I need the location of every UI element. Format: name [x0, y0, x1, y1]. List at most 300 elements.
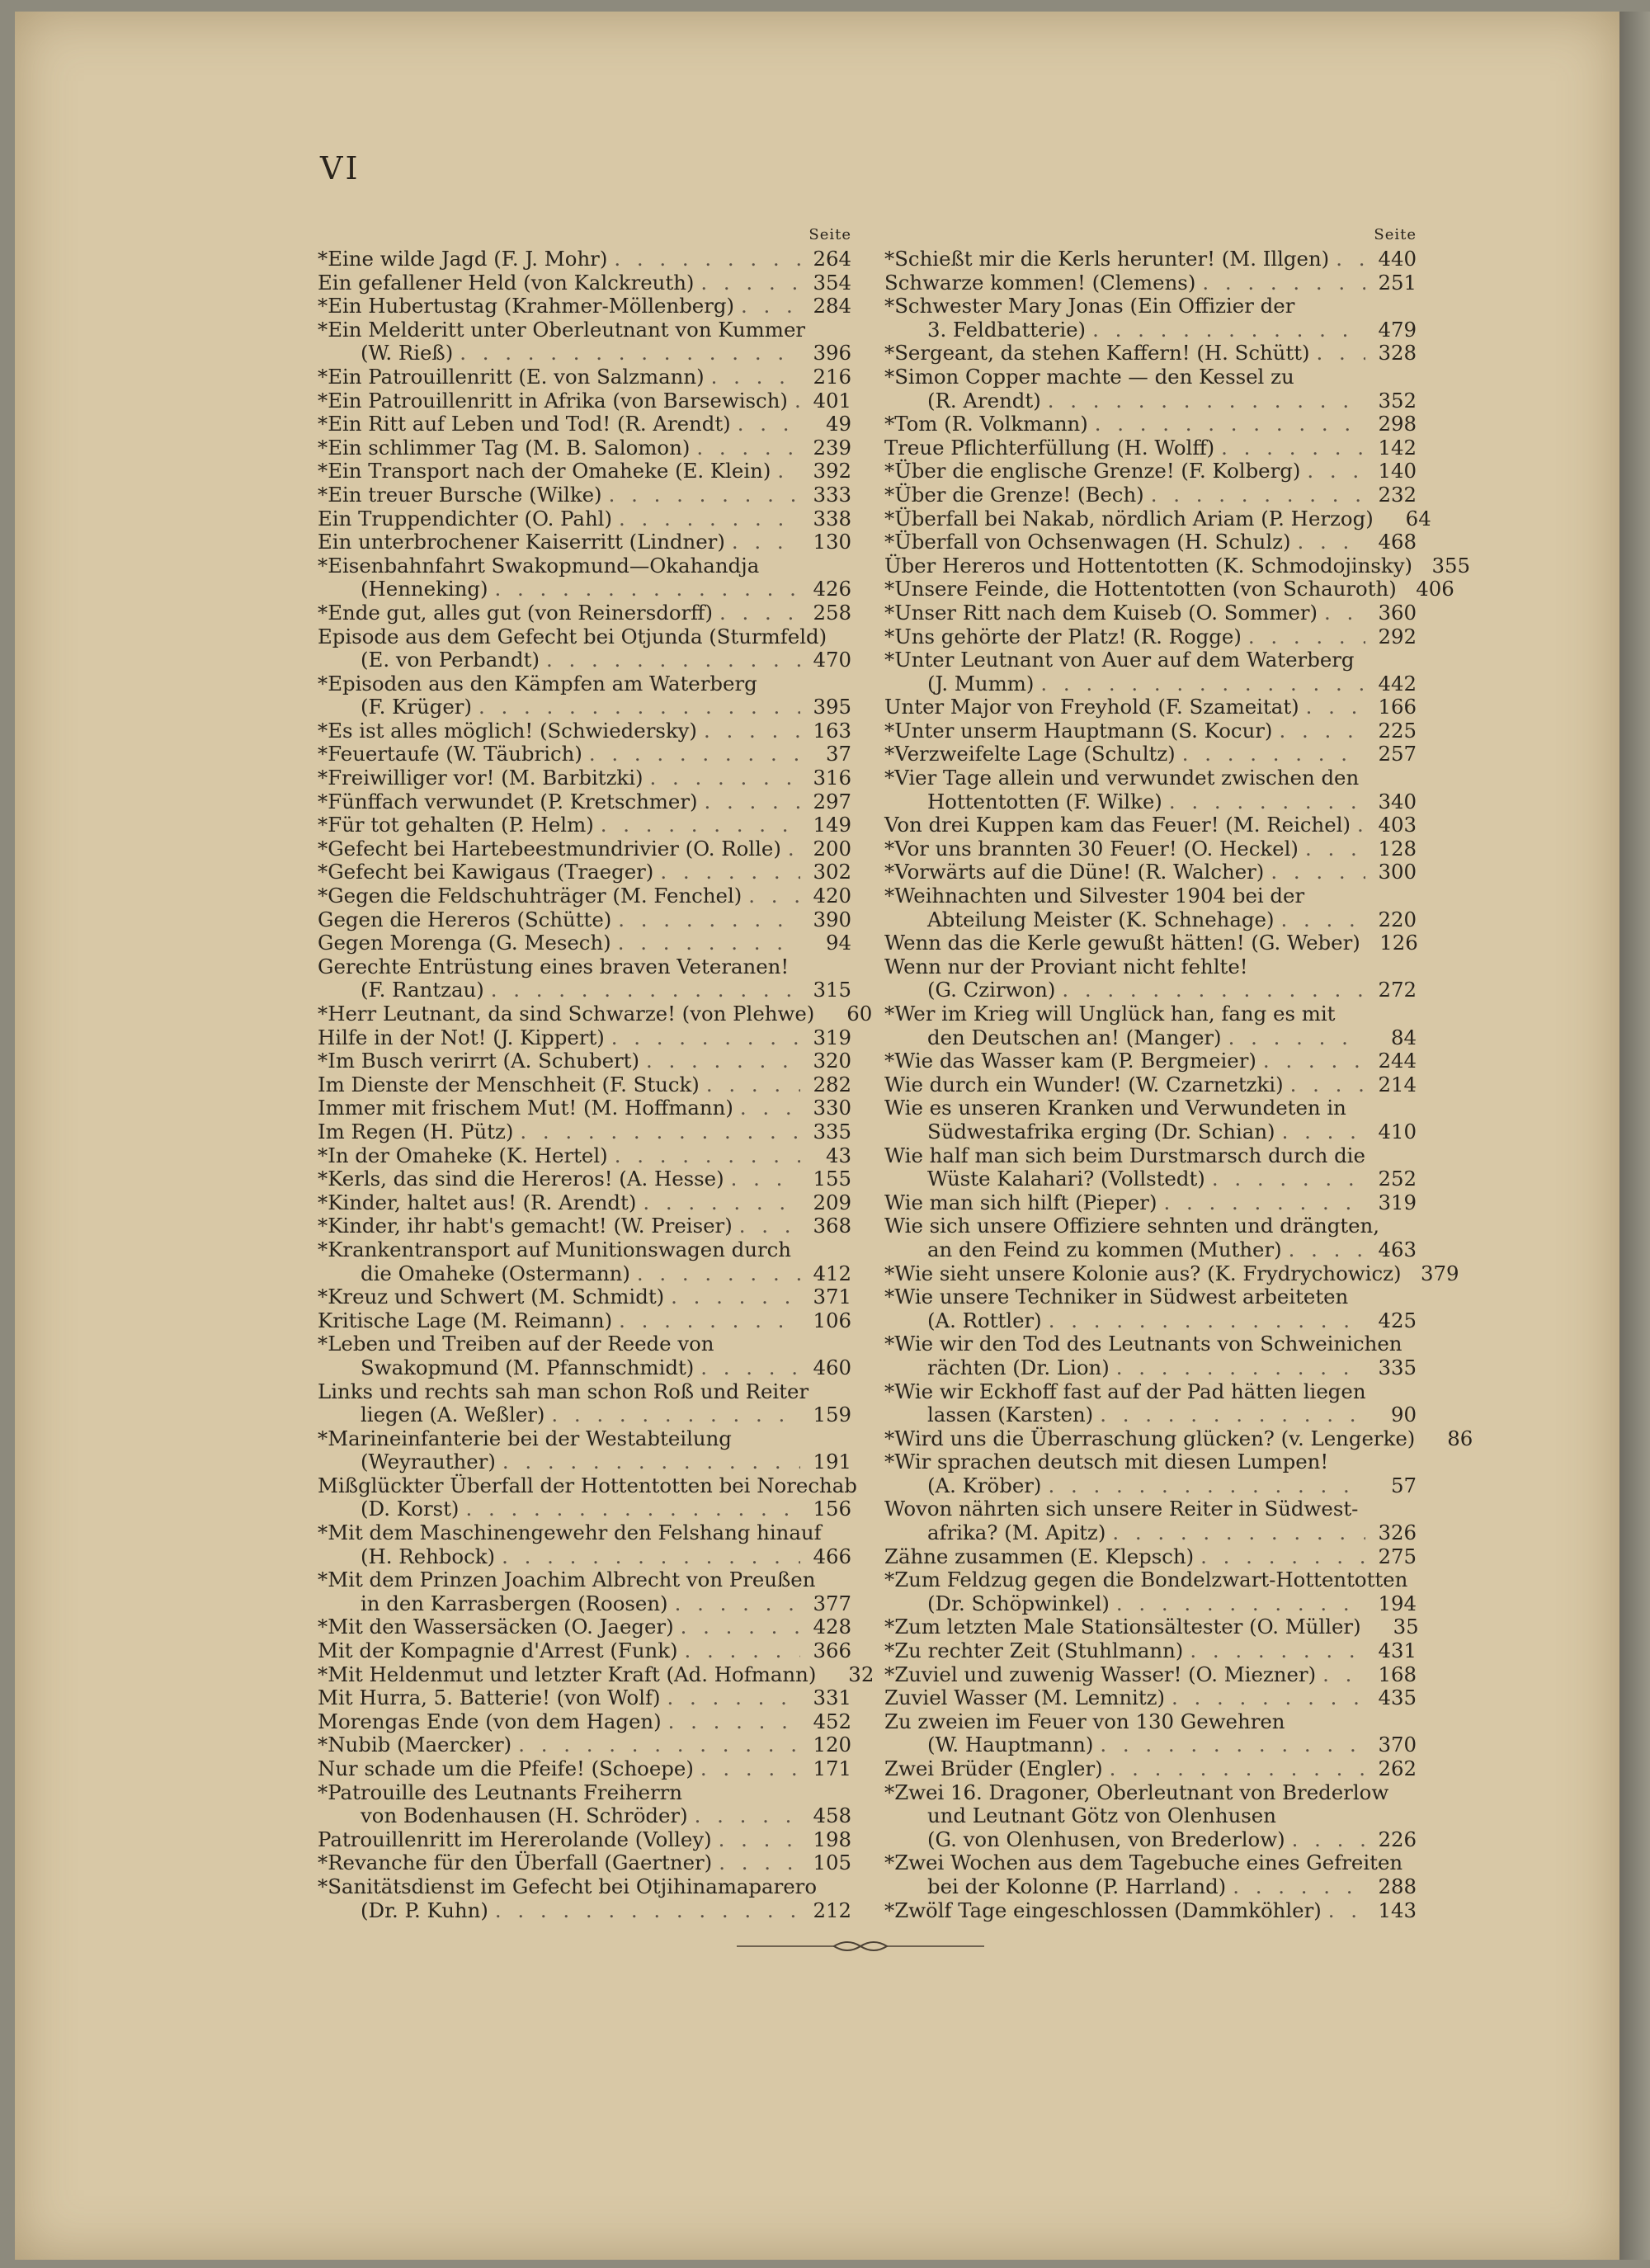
entry-page-number: 198: [813, 1827, 851, 1851]
toc-entry: [884, 1049, 1417, 1073]
entry-title: *Eine wilde Jagd (F. J. Mohr): [318, 247, 608, 271]
entry-page-number: 410: [1378, 1119, 1417, 1143]
toc-entry: [884, 813, 1417, 837]
entry-title: *Wie das Wasser kam (P. Bergmeier): [884, 1049, 1256, 1073]
leader-dots: [1317, 342, 1365, 365]
toc-entry: [884, 271, 1417, 295]
entry-title: (Henneking): [361, 577, 488, 601]
entry-title: *In der Omaheke (K. Hertel): [318, 1143, 608, 1167]
entry-page-number: 216: [813, 364, 851, 389]
leader-dots: [460, 342, 800, 365]
toc-entry: [318, 1049, 851, 1073]
entry-page-number: 379: [1420, 1261, 1459, 1285]
entry-title: Zuviel Wasser (M. Lemnitz): [884, 1686, 1166, 1710]
toc-entry: [884, 1096, 1417, 1143]
toc-entry: [884, 436, 1417, 460]
entry-title: *Schießt mir die Kerls herunter! (M. Illgen): [884, 247, 1330, 271]
toc-entry: [884, 1899, 1417, 1923]
entry-title: den Deutschen an! (Manger): [927, 1025, 1222, 1049]
entry-page-number: 302: [813, 860, 851, 884]
toc-entry: [884, 837, 1417, 861]
leader-dots: [1357, 813, 1365, 837]
toc-entry: [318, 507, 851, 531]
leader-dots: [696, 436, 800, 460]
entry-title: (R. Arendt): [927, 388, 1041, 413]
entry-page-number: 326: [1378, 1521, 1417, 1545]
leader-dots: [1322, 1663, 1365, 1687]
entry-title: (A. Kröber): [927, 1473, 1042, 1497]
toc-entry: [318, 1191, 851, 1215]
leader-dots: [643, 1191, 800, 1215]
entry-title: Immer mit frischem Mut! (M. Hoffmann): [318, 1096, 733, 1120]
toc-entry: [318, 1828, 851, 1852]
entry-title: *Ein Melderitt unter Oberleutnant von Kummer: [318, 317, 806, 342]
leader-dots: [1228, 1026, 1365, 1050]
entry-page-number: 392: [813, 459, 851, 483]
toc-entry: [318, 413, 851, 436]
leader-dots: [700, 1356, 800, 1380]
entry-title: *Überfall von Ochsenwagen (H. Schulz): [884, 530, 1291, 554]
leader-dots: [1290, 1073, 1365, 1097]
entry-title: *Zwei Wochen aus dem Tagebuche eines Gefreiten: [884, 1851, 1403, 1875]
entry-title: Über Hereros und Hottentotten (K. Schmodojinsky): [884, 553, 1412, 578]
toc-entry: [318, 837, 851, 861]
entry-title: *Leben und Treiben auf der Reede von: [318, 1332, 714, 1356]
toc-entry: [318, 1781, 851, 1828]
leader-dots: [1092, 318, 1365, 342]
entry-page-number: 220: [1378, 907, 1417, 931]
entry-page-number: 319: [813, 1025, 851, 1049]
leader-dots: [671, 1285, 800, 1309]
leader-dots: [611, 1026, 800, 1050]
entry-title: (F. Krüger): [361, 695, 472, 719]
entry-page-number: 43: [825, 1143, 851, 1167]
entry-title: *Überfall bei Nakab, nördlich Ariam (P. Herzog): [884, 506, 1374, 530]
leader-dots: [1270, 861, 1365, 884]
entry-page-number: 328: [1378, 341, 1417, 365]
entry-page-number: 458: [813, 1804, 851, 1828]
entry-title: *Im Busch verirrt (A. Schubert): [318, 1049, 639, 1073]
entry-title: Mißglückter Überfall der Hottentotten bei Norechab: [318, 1473, 857, 1497]
leader-dots: [1233, 1875, 1365, 1899]
leader-dots: [695, 1804, 800, 1828]
seite-header: Seite: [808, 226, 851, 243]
leader-dots: [668, 1710, 800, 1734]
toc-entry: [884, 1545, 1417, 1569]
toc-entry: [884, 413, 1417, 436]
entry-title: *Wie wir den Tod des Leutnants von Schweinichen: [884, 1332, 1402, 1356]
toc-entry: [318, 295, 851, 318]
toc-entry: [318, 530, 851, 554]
entry-page-number: 128: [1378, 836, 1417, 861]
entry-title: *Gefecht bei Kawigaus (Traeger): [318, 860, 654, 884]
entry-title: Wie man sich hilft (Pieper): [884, 1190, 1157, 1214]
leader-dots: [618, 908, 800, 932]
toc-entry: [884, 648, 1417, 695]
toc-entry: [884, 1380, 1417, 1427]
leader-dots: [748, 884, 800, 908]
toc-entry: [318, 1309, 851, 1333]
entry-title: Südwestafrika erging (Dr. Schian): [927, 1119, 1275, 1143]
entry-page-number: 212: [813, 1898, 851, 1922]
entry-title: Gegen die Hereros (Schütte): [318, 907, 612, 931]
entry-page-number: 360: [1378, 600, 1417, 625]
toc-entry: [884, 625, 1417, 649]
entry-title: *Zum letzten Male Stationsältester (O. Müller): [884, 1615, 1361, 1639]
entry-title: Gegen Morenga (G. Mesech): [318, 931, 611, 955]
entry-title: *Feuertaufe (W. Täubrich): [318, 742, 582, 766]
entry-title: Im Regen (H. Pütz): [318, 1119, 514, 1143]
entry-page-number: 251: [1378, 270, 1417, 295]
leader-dots: [711, 365, 800, 389]
toc-entry: [884, 1144, 1417, 1191]
entry-title: *Gefecht bei Hartebeestmundrivier (O. Rolle): [318, 836, 781, 861]
toc-entry: [884, 1851, 1417, 1898]
toc-entry: [318, 1214, 851, 1238]
leader-dots: [1095, 413, 1365, 436]
entry-page-number: 37: [825, 742, 851, 766]
toc-entry: [318, 1615, 851, 1639]
entry-title: *Kreuz und Schwert (M. Schmidt): [318, 1285, 665, 1309]
page-number: VI: [320, 150, 361, 186]
entry-title: Schwarze kommen! (Clemens): [884, 270, 1196, 295]
toc-entry: [318, 1875, 851, 1922]
toc-entry: [884, 601, 1417, 625]
toc-entry: [318, 1733, 851, 1757]
leader-dots: [1112, 1521, 1365, 1545]
leader-dots: [614, 248, 800, 271]
leader-dots: [491, 978, 800, 1002]
leader-dots: [1263, 1049, 1365, 1073]
entry-title: *Mit Heldenmut und letzter Kraft (Ad. Hofmann): [318, 1662, 817, 1686]
entry-title: *Wir sprachen deutsch mit diesen Lumpen!: [884, 1450, 1329, 1474]
entry-page-number: 315: [813, 978, 851, 1002]
leader-dots: [1169, 790, 1365, 814]
entry-page-number: 396: [813, 341, 851, 365]
entry-title: *Gegen die Feldschuhträger (M. Fenchel): [318, 884, 742, 908]
entry-page-number: 140: [1378, 459, 1417, 483]
entry-title: *Tom (R. Volkmann): [884, 412, 1088, 436]
entry-title: *Unser Ritt nach dem Kuiseb (O. Sommer): [884, 600, 1318, 625]
toc-entry: [884, 460, 1417, 483]
toc-entry: [884, 1757, 1417, 1781]
leader-dots: [667, 1686, 800, 1710]
toc-entry: [318, 1710, 851, 1734]
toc-entry: [884, 1002, 1417, 1049]
toc-entry: [884, 483, 1417, 507]
toc-entry: [884, 861, 1417, 884]
leader-dots: [1292, 1828, 1365, 1852]
entry-title: *Ein Transport nach der Omaheke (E. Klein): [318, 459, 771, 483]
leader-dots: [601, 813, 800, 837]
entry-page-number: 355: [1431, 553, 1470, 578]
entry-title: *Schwester Mary Jonas (Ein Offizier der: [884, 294, 1295, 318]
leader-dots: [502, 1450, 800, 1474]
entry-title: *Zwölf Tage eingeschlossen (Dammköhler): [884, 1898, 1322, 1922]
entry-page-number: 239: [813, 435, 851, 460]
leader-dots: [1172, 1686, 1365, 1710]
toc-entry: [884, 1332, 1417, 1379]
toc-entry: [318, 1662, 874, 1687]
entry-title: Unter Major von Freyhold (F. Szameitat): [884, 695, 1299, 719]
leader-dots: [660, 861, 800, 884]
entry-title: Gerechte Entrüstung eines braven Veteranen!: [318, 954, 790, 978]
entry-page-number: 395: [813, 695, 851, 719]
entry-page-number: 214: [1378, 1072, 1417, 1096]
entry-page-number: 244: [1378, 1049, 1417, 1073]
entry-title: Hilfe in der Not! (J. Kippert): [318, 1025, 605, 1049]
entry-title: *Wie sieht unsere Kolonie aus? (K. Frydrychowicz): [884, 1261, 1402, 1285]
leader-dots: [1040, 672, 1365, 696]
toc-column-right: [884, 223, 1473, 1922]
entry-page-number: 105: [813, 1851, 851, 1875]
entry-page-number: 272: [1378, 978, 1417, 1002]
leader-dots: [788, 837, 800, 861]
entry-title: *Marineinfanterie bei der Westabteilung: [318, 1426, 732, 1450]
entry-title: Wenn nur der Proviant nicht fehlte!: [884, 954, 1248, 978]
entry-title: *Freiwilliger vor! (M. Barbitzki): [318, 766, 644, 790]
leader-dots: [1305, 837, 1365, 861]
leader-dots: [609, 483, 800, 507]
entry-title: Patrouillenritt im Hererolande (Volley): [318, 1827, 712, 1851]
entry-page-number: 262: [1378, 1756, 1417, 1780]
entry-title: *Sanitätsdienst im Gefecht bei Otjihinamaparero: [318, 1874, 818, 1898]
toc-entry: [884, 1214, 1417, 1261]
leader-dots: [794, 389, 800, 413]
leader-dots: [518, 1733, 800, 1757]
leader-dots: [738, 413, 800, 436]
entry-page-number: 428: [813, 1615, 851, 1639]
toc-column-left: [318, 223, 874, 1922]
entry-title: *Vor uns brannten 30 Feuer! (O. Heckel): [884, 836, 1299, 861]
toc-entry: [318, 1002, 873, 1026]
entry-title: *Wird uns die Überraschung glücken? (v. Lengerke): [884, 1426, 1416, 1450]
entry-title: (Weyrauther): [361, 1450, 496, 1474]
toc-entry: [884, 1663, 1417, 1687]
toc-entry: [884, 1450, 1417, 1497]
toc-entry: [318, 1427, 851, 1474]
entry-title: *Vier Tage allein und verwundet zwischen den: [884, 766, 1360, 790]
leader-dots: [1110, 1757, 1365, 1781]
entry-title: *Vorwärts auf die Düne! (R. Walcher): [884, 860, 1265, 884]
entry-page-number: 366: [813, 1639, 851, 1663]
entry-title: *Unter unserm Hauptmann (S. Kocur): [884, 718, 1273, 743]
entry-page-number: 171: [813, 1756, 851, 1780]
leader-dots: [719, 1851, 800, 1875]
entry-title: (H. Rehbock): [361, 1544, 496, 1568]
toc-entry: [318, 790, 851, 814]
entry-page-number: 335: [813, 1119, 851, 1143]
entry-title: *Ein schlimmer Tag (M. B. Salomon): [318, 435, 691, 460]
entry-title: *Mit dem Maschinengewehr den Felshang hinauf: [318, 1521, 822, 1545]
entry-title: *Zu rechter Zeit (Stuhlmann): [884, 1639, 1184, 1663]
entry-page-number: 191: [813, 1450, 851, 1474]
entry-title: *Wer im Krieg will Unglück han, fang es mit: [884, 1002, 1336, 1026]
entry-page-number: 200: [813, 836, 851, 861]
leader-dots: [1282, 1120, 1365, 1144]
toc-entry: [318, 931, 851, 955]
entry-title: Zähne zusammen (E. Klepsch): [884, 1544, 1195, 1568]
toc-entry: [318, 1167, 851, 1191]
entry-title: *Unsere Feinde, die Hottentotten (von Schauroth): [884, 577, 1397, 601]
entry-title: lassen (Karsten): [927, 1403, 1094, 1427]
entry-page-number: 371: [813, 1285, 851, 1309]
entry-page-number: 194: [1378, 1591, 1417, 1615]
leader-dots: [1151, 483, 1365, 507]
leader-dots: [777, 460, 800, 483]
entry-title: *Krankentransport auf Munitionswagen durch: [318, 1237, 792, 1261]
toc-entry: [884, 365, 1417, 413]
toc-entry: [884, 1615, 1417, 1639]
leader-dots: [719, 1828, 800, 1852]
entry-title: (A. Rottler): [927, 1308, 1042, 1332]
entry-title: (F. Rantzau): [361, 978, 484, 1002]
entry-title: liegen (A. Weßler): [361, 1403, 545, 1427]
toc-entry: [318, 1120, 851, 1144]
entry-title: *Ein Patrouillenritt (E. von Salzmann): [318, 364, 705, 389]
entry-page-number: 94: [825, 931, 851, 955]
leader-dots: [675, 1592, 800, 1616]
entry-page-number: 354: [813, 270, 851, 295]
entry-page-number: 163: [813, 718, 851, 743]
toc-entry: [318, 389, 851, 413]
entry-title: (Dr. Schöpwinkel): [927, 1591, 1110, 1615]
toc-entry: [318, 625, 851, 672]
entry-title: *Uns gehörte der Platz! (R. Rogge): [884, 624, 1242, 648]
entry-title: *Patrouille des Leutnants Freiherrn: [318, 1780, 682, 1804]
leader-dots: [1163, 1191, 1365, 1215]
toc-entry: [318, 1144, 851, 1168]
leader-dots: [637, 1262, 800, 1286]
toc-entry: [884, 1261, 1459, 1286]
entry-page-number: 338: [813, 506, 851, 530]
leader-dots: [478, 695, 800, 719]
entry-title: *Ein treuer Bursche (Wilke): [318, 482, 602, 507]
entry-title: Treue Pflichterfüllung (H. Wolff): [884, 435, 1215, 460]
leader-dots: [1062, 978, 1365, 1002]
entry-page-number: 166: [1378, 695, 1417, 719]
entry-page-number: 470: [813, 648, 851, 672]
entry-title: *Zum Feldzug gegen die Bondelzwart-Hottentotten: [884, 1568, 1408, 1592]
toc-entry: [884, 553, 1470, 578]
entry-title: afrika? (M. Apitz): [927, 1521, 1106, 1545]
entry-title: (E. von Perbandt): [361, 648, 540, 672]
leader-dots: [1281, 908, 1365, 932]
entry-page-number: 275: [1378, 1544, 1417, 1568]
entry-page-number: 130: [813, 530, 851, 554]
entry-page-number: 442: [1378, 671, 1417, 695]
entry-page-number: 425: [1378, 1308, 1417, 1332]
toc-entry: [884, 577, 1454, 601]
leader-dots: [1100, 1403, 1365, 1427]
toc-entry: [884, 1073, 1417, 1097]
entry-page-number: 284: [813, 294, 851, 318]
entry-page-number: 331: [813, 1686, 851, 1710]
toc-entry: [318, 766, 851, 790]
entry-page-number: 149: [813, 813, 851, 837]
toc-entry: [318, 1026, 851, 1050]
leader-dots: [741, 295, 800, 318]
entry-page-number: 335: [1378, 1355, 1417, 1379]
entry-page-number: 377: [813, 1591, 851, 1615]
book-spine: [1619, 12, 1650, 2260]
toc-entry: [884, 530, 1417, 554]
toc-entry: [884, 884, 1417, 931]
toc-entry: [318, 1851, 851, 1875]
toc-entry: [318, 743, 851, 766]
entry-title: Ein Truppendichter (O. Pahl): [318, 506, 612, 530]
entry-title: *Zuviel und zuwenig Wasser! (O. Miezner): [884, 1662, 1317, 1686]
entry-title: *Revanche für den Überfall (Gaertner): [318, 1851, 713, 1875]
leader-dots: [1328, 1899, 1365, 1923]
entry-title: Wie sich unsere Offiziere sehnten und drängten,: [884, 1214, 1380, 1238]
entry-title: Ein unterbrochener Kaiserritt (Lindner): [318, 530, 725, 554]
entry-page-number: 460: [813, 1355, 851, 1379]
toc-entry: [318, 601, 851, 625]
entry-title: *Sergeant, da stehen Kaffern! (H. Schütt): [884, 341, 1310, 365]
entry-title: *Ein Ritt auf Leben und Tod! (R. Arendt): [318, 412, 731, 436]
toc-entry: [318, 318, 851, 365]
entry-page-number: 232: [1378, 482, 1417, 507]
toc-entry: [884, 1285, 1417, 1332]
entry-title: *Über die Grenze! (Bech): [884, 482, 1144, 507]
toc-entry: [318, 1568, 851, 1615]
toc-entry: [884, 1191, 1417, 1215]
leader-dots: [1190, 1639, 1365, 1663]
entry-title: *Ein Hubertustag (Krahmer-Möllenberg): [318, 294, 735, 318]
toc-entry: [318, 1380, 851, 1427]
entry-page-number: 106: [813, 1308, 851, 1332]
leader-dots: [1049, 1309, 1365, 1333]
leader-dots: [1289, 1238, 1365, 1262]
entry-title: Swakopmund (M. Pfannschmidt): [361, 1355, 695, 1379]
leader-dots: [650, 766, 800, 790]
entry-page-number: 32: [848, 1662, 874, 1686]
entry-page-number: 225: [1378, 718, 1417, 743]
entry-page-number: 368: [813, 1214, 851, 1238]
entry-page-number: 440: [1378, 247, 1417, 271]
leader-dots: [1212, 1167, 1365, 1191]
entry-title: Wie es unseren Kranken und Verwundeten in: [884, 1096, 1346, 1120]
leader-dots: [706, 1073, 800, 1097]
leader-dots: [646, 1049, 800, 1073]
toc-entry: [318, 861, 851, 884]
leader-dots: [618, 931, 800, 955]
entry-title: an den Feind zu kommen (Muther): [927, 1237, 1282, 1261]
entry-title: (W. Hauptmann): [927, 1733, 1094, 1757]
entry-page-number: 64: [1405, 506, 1431, 530]
entry-title: (Dr. P. Kuhn): [361, 1898, 488, 1922]
entry-title: 3. Feldbatterie): [927, 317, 1087, 342]
entry-title: die Omaheke (Ostermann): [361, 1261, 630, 1285]
entry-title: *Für tot gehalten (P. Helm): [318, 813, 594, 837]
entry-page-number: 463: [1378, 1237, 1417, 1261]
entry-page-number: 86: [1447, 1426, 1473, 1450]
entry-page-number: 57: [1390, 1473, 1417, 1497]
entry-page-number: 300: [1378, 860, 1417, 884]
entry-page-number: 319: [1378, 1190, 1417, 1214]
entry-page-number: 435: [1378, 1686, 1417, 1710]
leader-dots: [520, 1120, 800, 1144]
leader-dots: [1182, 743, 1365, 766]
leader-dots: [700, 1757, 800, 1781]
toc-entry: [884, 931, 1417, 955]
entry-title: *Unter Leutnant von Auer auf dem Waterberg: [884, 648, 1355, 672]
leader-dots: [495, 1899, 800, 1923]
entry-page-number: 126: [1379, 931, 1418, 955]
entry-title: Zwei Brüder (Engler): [884, 1756, 1103, 1780]
entry-page-number: 168: [1378, 1662, 1417, 1686]
